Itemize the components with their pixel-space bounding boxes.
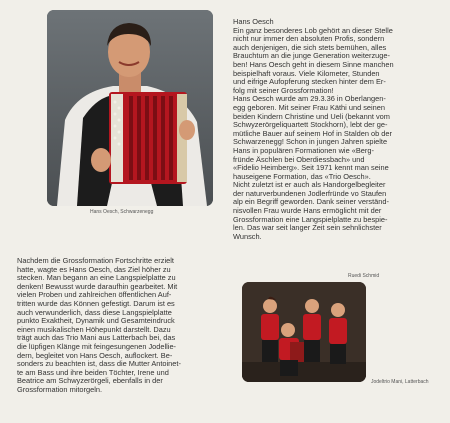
- article-paragraph: Ein ganz besonderes Lob gehört an dieser Stelle nicht nur immer den absoluten Profis, sondern auch denjenigen, die sich stets bemühen, alles Brauchtum an die junge Generation weiterzuge- ben! Hans Oesch geht in diesem Sinne manchen beispielhaft voraus. Viele Kilometer, Stunden und eifrige Aufopferung stecken hinter dem Er- folg mit seiner Grossformation! Hans Oesch wurde am 29.3.36 in Oberlangen- egg geboren. Mit seiner Frau Käthi und seinen beiden Kindern Christine und Ueli (bekannt vom Schwyzerörgeliquartett Stockhorn), lebt der ge- mütliche Bauer auf seinem Hof in Stalden ob der Schwarzenegg! Schon in jungen Jahren spielte Hans in populären Formationen wie «Berg- fründe Äschlen bei Oberdiessbach» und «Fidelio Heimberg». Seit 1971 kennt man seine hauseigene Formation, das «Trio Oesch». Nicht zuletzt ist er auch als Handorgelbegleiter der naturverbundenen Jodlerfründe vo Staufen alp ein Begriff geworden. Dank seiner verständ- nisvollen Frau wurde Hans ermöglicht mit der Grossformation eine Langspielplatte zu bespie- len. Das war seit langer Zeit sein sehnlichster Wunsch.: [233, 25, 394, 241]
- article-text-right: [233, 18, 443, 241]
- trio-photo: [242, 282, 366, 382]
- accordion-player-photo: [47, 10, 213, 206]
- article-text-left: Nachdem die Grossformation Fortschritte erzielt hatte, wagte es Hans Oesch, das Ziel höher zu stecken. Man begann an eine Langspielplatte zu denken! Bewusst wurde daraufhin gearbeitet. Mit vielen Proben und zahlreichen öffentlichen Auf- tritten wurde das Können gefestigt. Darum ist es auch verwunderlich, dass diese Langspielplatte punkto Exaktheit, Dynamik und Gesamteindruck einen musikalischen Höhepunkt darstellt. Dazu trägt auch das Trio Mani aus Latterbach bei, das die lüpfigen Klänge mit feingesungenen Jodellie- dern, begleitet von Hans Oesch, auflockert. Be- sonders zu beachten ist, dass die Mutter Antoinet- te am Bass und ihre beiden Töchter, Irene und Beatrice am Schwyzerörgeli, ebenfalls in der Grossformation mitorgeln.: [17, 256, 181, 394]
- photo-caption: Hans Oesch, Schwarzenegg: [90, 209, 154, 215]
- photo-caption: Jodeltrio Mani, Latterbach: [371, 379, 429, 385]
- article-title: Hans Oesch: [233, 17, 274, 26]
- author-signature: Ruedi Schmid: [348, 273, 380, 279]
